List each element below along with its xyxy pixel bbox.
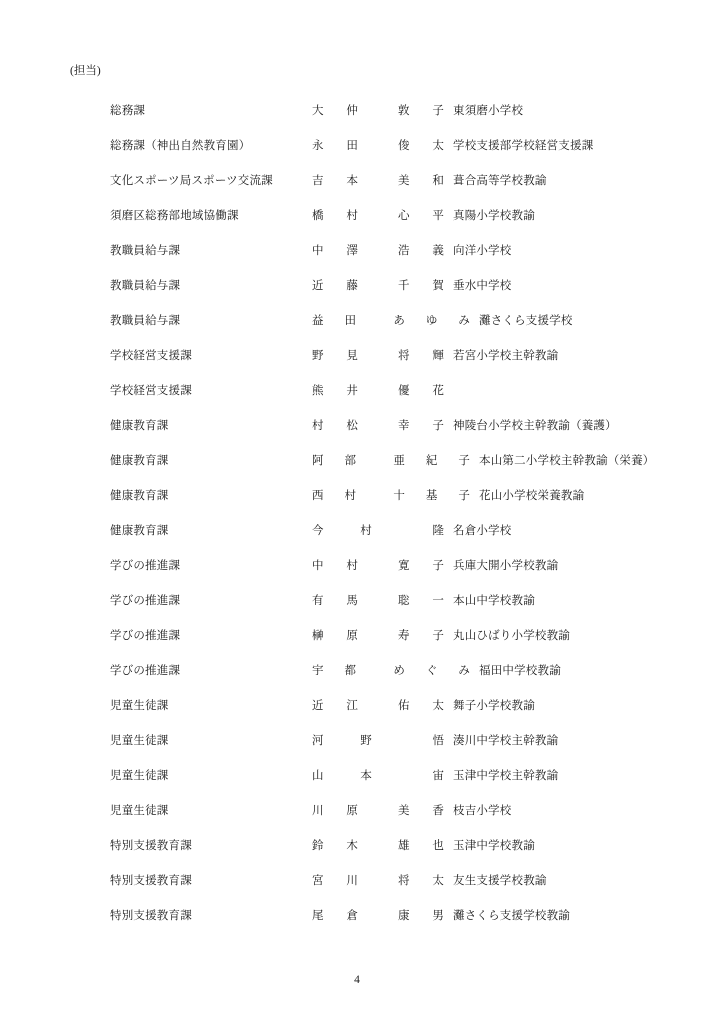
name-char: 田 bbox=[346, 139, 358, 152]
name-char: 近 bbox=[312, 279, 324, 292]
school-cell: 舞子小学校教諭 bbox=[453, 699, 535, 712]
name-char: 太 bbox=[432, 874, 444, 887]
name-gap bbox=[328, 312, 340, 328]
name-cell bbox=[312, 487, 470, 503]
name-char: 益 bbox=[312, 314, 324, 327]
department-cell: 特別支援教育課 bbox=[110, 909, 192, 922]
name-cell bbox=[312, 522, 444, 538]
name-gap bbox=[381, 802, 393, 818]
school-cell: 玉津中学校教諭 bbox=[453, 839, 535, 852]
name-char: 優 bbox=[398, 384, 410, 397]
name-gap bbox=[381, 907, 393, 923]
name-char: 村 bbox=[344, 489, 357, 502]
department-cell: 教職員給与課 bbox=[110, 314, 181, 327]
name-char: 寿 bbox=[398, 629, 410, 642]
name-gap bbox=[415, 592, 427, 608]
name-gap bbox=[415, 172, 427, 188]
name-cell bbox=[312, 697, 444, 713]
name-char: 浩 bbox=[398, 244, 410, 257]
name-char: 村 bbox=[346, 559, 358, 572]
name-char: 子 bbox=[432, 559, 444, 572]
name-gap bbox=[329, 242, 341, 258]
table-row bbox=[0, 792, 724, 827]
name-char: 永 bbox=[312, 139, 324, 152]
name-char: 橋 bbox=[312, 209, 324, 222]
name-gap bbox=[361, 487, 373, 503]
name-gap bbox=[329, 872, 341, 888]
name-gap bbox=[364, 382, 376, 398]
department-cell: 須磨区総務部地域協働課 bbox=[110, 209, 239, 222]
name-cell bbox=[312, 207, 444, 223]
school-cell: 湊川中学校主幹教諭 bbox=[453, 734, 559, 747]
name-cell bbox=[312, 277, 444, 293]
name-gap bbox=[410, 312, 422, 328]
name-gap bbox=[361, 662, 373, 678]
table-row bbox=[0, 582, 724, 617]
name-char: 原 bbox=[346, 629, 358, 642]
school-cell: 若宮小学校主幹教諭 bbox=[453, 349, 559, 362]
name-gap bbox=[381, 137, 393, 153]
name-gap bbox=[364, 802, 376, 818]
name-gap bbox=[329, 837, 341, 853]
name-char: め bbox=[393, 664, 405, 677]
department-cell: 特別支援教育課 bbox=[110, 874, 192, 887]
department-cell: 特別支援教育課 bbox=[110, 839, 192, 852]
name-char: 子 bbox=[432, 629, 444, 642]
name-gap bbox=[381, 172, 393, 188]
name-char: 鈴 bbox=[312, 839, 324, 852]
name-gap bbox=[377, 452, 389, 468]
school-cell: 友生支援学校教諭 bbox=[453, 874, 547, 887]
name-char: 野 bbox=[312, 349, 324, 362]
name-gap bbox=[415, 137, 427, 153]
name-char: 吉 bbox=[312, 174, 324, 187]
name-gap bbox=[381, 697, 393, 713]
table-row bbox=[0, 722, 724, 757]
table-row bbox=[0, 197, 724, 232]
name-gap bbox=[364, 872, 376, 888]
page-number: 4 bbox=[354, 974, 360, 986]
name-char: 川 bbox=[312, 804, 324, 817]
name-gap bbox=[384, 732, 396, 748]
name-gap bbox=[415, 382, 427, 398]
department-cell: 教職員給与課 bbox=[110, 279, 181, 292]
name-char: 敦 bbox=[398, 104, 410, 117]
name-char: 野 bbox=[360, 734, 372, 747]
name-char: 倉 bbox=[346, 909, 358, 922]
name-char: 本 bbox=[346, 174, 358, 187]
name-cell bbox=[312, 872, 444, 888]
name-char: 山 bbox=[312, 769, 324, 782]
department-cell: 学びの推進課 bbox=[110, 664, 181, 677]
name-gap bbox=[329, 137, 341, 153]
name-char: 藤 bbox=[346, 279, 358, 292]
name-char: 幸 bbox=[398, 419, 410, 432]
name-char: 今 bbox=[312, 524, 324, 537]
name-gap bbox=[329, 557, 341, 573]
table-row bbox=[0, 827, 724, 862]
name-gap bbox=[381, 382, 393, 398]
name-gap bbox=[415, 907, 427, 923]
table-row bbox=[0, 862, 724, 897]
department-cell: 児童生徒課 bbox=[110, 699, 169, 712]
name-cell bbox=[312, 627, 444, 643]
name-char: 中 bbox=[312, 244, 324, 257]
name-gap bbox=[415, 347, 427, 363]
name-char: 平 bbox=[432, 209, 444, 222]
school-cell: 灘さくら支援学校 bbox=[479, 314, 573, 327]
name-char: 子 bbox=[432, 104, 444, 117]
name-char: 河 bbox=[312, 734, 324, 747]
name-gap bbox=[364, 592, 376, 608]
name-gap bbox=[415, 277, 427, 293]
name-char: 香 bbox=[432, 804, 444, 817]
school-cell: 学校支援部学校経営支援課 bbox=[453, 139, 594, 152]
name-gap bbox=[381, 417, 393, 433]
table-row bbox=[0, 232, 724, 267]
name-gap bbox=[384, 767, 396, 783]
name-char: 将 bbox=[398, 874, 410, 887]
school-cell: 東須磨小学校 bbox=[453, 104, 524, 117]
school-cell: 神陵台小学校主幹教諭（養護） bbox=[453, 419, 617, 432]
table-row bbox=[0, 302, 724, 337]
name-gap bbox=[329, 592, 341, 608]
name-char: あ bbox=[393, 314, 405, 327]
name-gap bbox=[381, 347, 393, 363]
name-gap bbox=[442, 452, 454, 468]
name-gap bbox=[381, 627, 393, 643]
name-char: 近 bbox=[312, 699, 324, 712]
name-char: 部 bbox=[344, 454, 357, 467]
name-gap bbox=[415, 627, 427, 643]
name-char: 宙 bbox=[432, 769, 444, 782]
name-char: 俊 bbox=[398, 139, 410, 152]
department-cell: 文化スポーツ局スポーツ交流課 bbox=[110, 174, 273, 187]
name-cell bbox=[312, 767, 444, 783]
name-char: 大 bbox=[312, 104, 324, 117]
school-cell: 本山中学校教諭 bbox=[453, 594, 535, 607]
name-gap bbox=[381, 277, 393, 293]
name-gap bbox=[329, 347, 341, 363]
name-char: 佑 bbox=[398, 699, 410, 712]
name-char: 熊 bbox=[312, 384, 324, 397]
name-cell bbox=[312, 312, 470, 328]
school-cell: 垂水中学校 bbox=[453, 279, 512, 292]
department-cell: 学校経営支援課 bbox=[110, 349, 192, 362]
table-row bbox=[0, 652, 724, 687]
name-char: 西 bbox=[312, 489, 324, 502]
name-gap bbox=[442, 662, 454, 678]
name-gap bbox=[328, 452, 340, 468]
name-char: み bbox=[458, 664, 470, 677]
name-char: 本 bbox=[360, 769, 372, 782]
name-cell bbox=[312, 137, 444, 153]
name-char: 宇 bbox=[312, 664, 324, 677]
name-cell bbox=[312, 382, 444, 398]
name-gap bbox=[410, 452, 422, 468]
name-gap bbox=[381, 557, 393, 573]
name-char: 都 bbox=[344, 664, 357, 677]
school-cell: 葺合高等学校教諭 bbox=[453, 174, 547, 187]
name-gap bbox=[442, 487, 454, 503]
table-row bbox=[0, 127, 724, 162]
department-cell: 健康教育課 bbox=[110, 454, 169, 467]
name-char: 基 bbox=[425, 489, 438, 502]
name-char: 輝 bbox=[432, 349, 444, 362]
name-char: 千 bbox=[398, 279, 410, 292]
name-char: 有 bbox=[312, 594, 324, 607]
name-cell bbox=[312, 242, 444, 258]
name-cell bbox=[312, 592, 444, 608]
name-char: 見 bbox=[346, 349, 358, 362]
school-cell: 花山小学校栄養教諭 bbox=[479, 489, 585, 502]
name-cell bbox=[312, 837, 444, 853]
name-gap bbox=[381, 872, 393, 888]
name-gap bbox=[364, 137, 376, 153]
name-char: 男 bbox=[432, 909, 444, 922]
school-cell: 真陽小学校教諭 bbox=[453, 209, 535, 222]
name-gap bbox=[364, 347, 376, 363]
name-char: 仲 bbox=[346, 104, 358, 117]
name-char: 賀 bbox=[432, 279, 444, 292]
name-char: 村 bbox=[346, 209, 358, 222]
name-char: 馬 bbox=[346, 594, 358, 607]
name-char: 江 bbox=[346, 699, 358, 712]
section-label: (担当) bbox=[70, 65, 101, 77]
name-char: 美 bbox=[398, 804, 410, 817]
table-row bbox=[0, 442, 724, 477]
table-row bbox=[0, 477, 724, 512]
department-cell: 健康教育課 bbox=[110, 524, 169, 537]
staff-table bbox=[0, 92, 724, 932]
school-cell: 福田中学校教諭 bbox=[479, 664, 561, 677]
name-char: 子 bbox=[458, 454, 470, 467]
name-gap bbox=[415, 802, 427, 818]
name-char: 悟 bbox=[432, 734, 444, 747]
name-gap bbox=[408, 522, 420, 538]
name-char: 阿 bbox=[312, 454, 324, 467]
school-cell: 丸山ひばり小学校教諭 bbox=[453, 629, 570, 642]
name-gap bbox=[415, 872, 427, 888]
name-char: 川 bbox=[346, 874, 358, 887]
department-cell: 学びの推進課 bbox=[110, 594, 181, 607]
name-char: 紀 bbox=[425, 454, 438, 467]
name-gap bbox=[336, 767, 348, 783]
name-gap bbox=[381, 242, 393, 258]
name-char: 松 bbox=[346, 419, 358, 432]
department-cell: 学校経営支援課 bbox=[110, 384, 192, 397]
name-char: 太 bbox=[432, 139, 444, 152]
name-cell bbox=[312, 452, 470, 468]
name-gap bbox=[361, 312, 373, 328]
table-row bbox=[0, 757, 724, 792]
name-char: 義 bbox=[432, 244, 444, 257]
table-row bbox=[0, 267, 724, 302]
school-cell: 枝吉小学校 bbox=[453, 804, 512, 817]
name-cell bbox=[312, 662, 470, 678]
name-char: 亜 bbox=[393, 454, 405, 467]
name-cell bbox=[312, 102, 444, 118]
department-cell: 総務課 bbox=[110, 104, 146, 117]
name-char: 也 bbox=[432, 839, 444, 852]
name-gap bbox=[364, 907, 376, 923]
name-char: 子 bbox=[432, 419, 444, 432]
name-gap bbox=[328, 487, 340, 503]
name-gap bbox=[329, 417, 341, 433]
name-gap bbox=[361, 452, 373, 468]
department-cell: 児童生徒課 bbox=[110, 769, 169, 782]
name-gap bbox=[364, 837, 376, 853]
name-gap bbox=[415, 697, 427, 713]
name-gap bbox=[364, 277, 376, 293]
name-char: 宮 bbox=[312, 874, 324, 887]
school-cell: 兵庫大開小学校教諭 bbox=[453, 559, 559, 572]
name-char: 木 bbox=[346, 839, 358, 852]
name-gap bbox=[408, 732, 420, 748]
name-gap bbox=[329, 277, 341, 293]
school-cell: 玉津中学校主幹教諭 bbox=[453, 769, 559, 782]
name-char: 十 bbox=[393, 489, 405, 502]
name-char: 田 bbox=[344, 314, 357, 327]
name-gap bbox=[384, 522, 396, 538]
name-gap bbox=[364, 417, 376, 433]
name-cell bbox=[312, 907, 444, 923]
name-gap bbox=[329, 627, 341, 643]
name-char: ゆ bbox=[425, 314, 438, 327]
name-gap bbox=[408, 767, 420, 783]
name-gap bbox=[410, 487, 422, 503]
name-gap bbox=[328, 662, 340, 678]
department-cell: 学びの推進課 bbox=[110, 559, 181, 572]
name-char: 康 bbox=[398, 909, 410, 922]
name-char: 井 bbox=[346, 384, 358, 397]
name-gap bbox=[364, 102, 376, 118]
table-row bbox=[0, 547, 724, 582]
name-char: 中 bbox=[312, 559, 324, 572]
name-char: ぐ bbox=[425, 664, 438, 677]
name-gap bbox=[364, 242, 376, 258]
name-char: 一 bbox=[432, 594, 444, 607]
name-gap bbox=[415, 417, 427, 433]
name-gap bbox=[381, 102, 393, 118]
name-cell bbox=[312, 347, 444, 363]
name-gap bbox=[410, 662, 422, 678]
table-row bbox=[0, 337, 724, 372]
department-cell: 教職員給与課 bbox=[110, 244, 181, 257]
name-cell bbox=[312, 172, 444, 188]
table-row bbox=[0, 512, 724, 547]
name-char: 村 bbox=[312, 419, 324, 432]
name-gap bbox=[329, 207, 341, 223]
name-gap bbox=[329, 382, 341, 398]
name-gap bbox=[329, 802, 341, 818]
name-gap bbox=[336, 732, 348, 748]
name-gap bbox=[381, 837, 393, 853]
name-char: 将 bbox=[398, 349, 410, 362]
name-gap bbox=[415, 837, 427, 853]
name-cell bbox=[312, 802, 444, 818]
table-row bbox=[0, 897, 724, 932]
name-char: 雄 bbox=[398, 839, 410, 852]
table-row bbox=[0, 687, 724, 722]
name-gap bbox=[329, 907, 341, 923]
name-char: 寛 bbox=[398, 559, 410, 572]
name-char: 花 bbox=[432, 384, 444, 397]
name-gap bbox=[415, 207, 427, 223]
table-row bbox=[0, 407, 724, 442]
department-cell: 総務課（神出自然教育園） bbox=[110, 139, 251, 152]
name-gap bbox=[364, 172, 376, 188]
table-row bbox=[0, 617, 724, 652]
name-gap bbox=[364, 557, 376, 573]
name-char: 美 bbox=[398, 174, 410, 187]
name-gap bbox=[377, 312, 389, 328]
department-cell: 健康教育課 bbox=[110, 419, 169, 432]
name-gap bbox=[336, 522, 348, 538]
school-cell: 本山第二小学校主幹教諭（栄養） bbox=[479, 454, 655, 467]
name-char: 聡 bbox=[398, 594, 410, 607]
name-gap bbox=[377, 487, 389, 503]
table-row bbox=[0, 92, 724, 127]
name-gap bbox=[381, 207, 393, 223]
name-cell bbox=[312, 417, 444, 433]
name-gap bbox=[364, 207, 376, 223]
department-cell: 学びの推進課 bbox=[110, 629, 181, 642]
name-gap bbox=[415, 102, 427, 118]
name-gap bbox=[377, 662, 389, 678]
name-gap bbox=[329, 697, 341, 713]
school-cell: 向洋小学校 bbox=[453, 244, 512, 257]
name-gap bbox=[329, 102, 341, 118]
department-cell: 児童生徒課 bbox=[110, 804, 169, 817]
name-char: 尾 bbox=[312, 909, 324, 922]
name-char: 和 bbox=[432, 174, 444, 187]
name-gap bbox=[364, 697, 376, 713]
name-char: 太 bbox=[432, 699, 444, 712]
name-char: 子 bbox=[458, 489, 470, 502]
name-gap bbox=[415, 557, 427, 573]
name-gap bbox=[381, 592, 393, 608]
name-char: 隆 bbox=[432, 524, 444, 537]
name-char: 原 bbox=[346, 804, 358, 817]
school-cell: 灘さくら支援学校教諭 bbox=[453, 909, 570, 922]
school-cell: 名倉小学校 bbox=[453, 524, 512, 537]
name-char: 澤 bbox=[346, 244, 358, 257]
name-char: み bbox=[458, 314, 470, 327]
table-row bbox=[0, 372, 724, 407]
name-gap bbox=[329, 172, 341, 188]
table-row bbox=[0, 162, 724, 197]
department-cell: 健康教育課 bbox=[110, 489, 169, 502]
name-char: 榊 bbox=[312, 629, 324, 642]
name-gap bbox=[442, 312, 454, 328]
name-gap bbox=[364, 627, 376, 643]
department-cell: 児童生徒課 bbox=[110, 734, 169, 747]
name-cell bbox=[312, 557, 444, 573]
name-char: 心 bbox=[398, 209, 410, 222]
name-char: 村 bbox=[360, 524, 372, 537]
name-cell bbox=[312, 732, 444, 748]
name-gap bbox=[415, 242, 427, 258]
